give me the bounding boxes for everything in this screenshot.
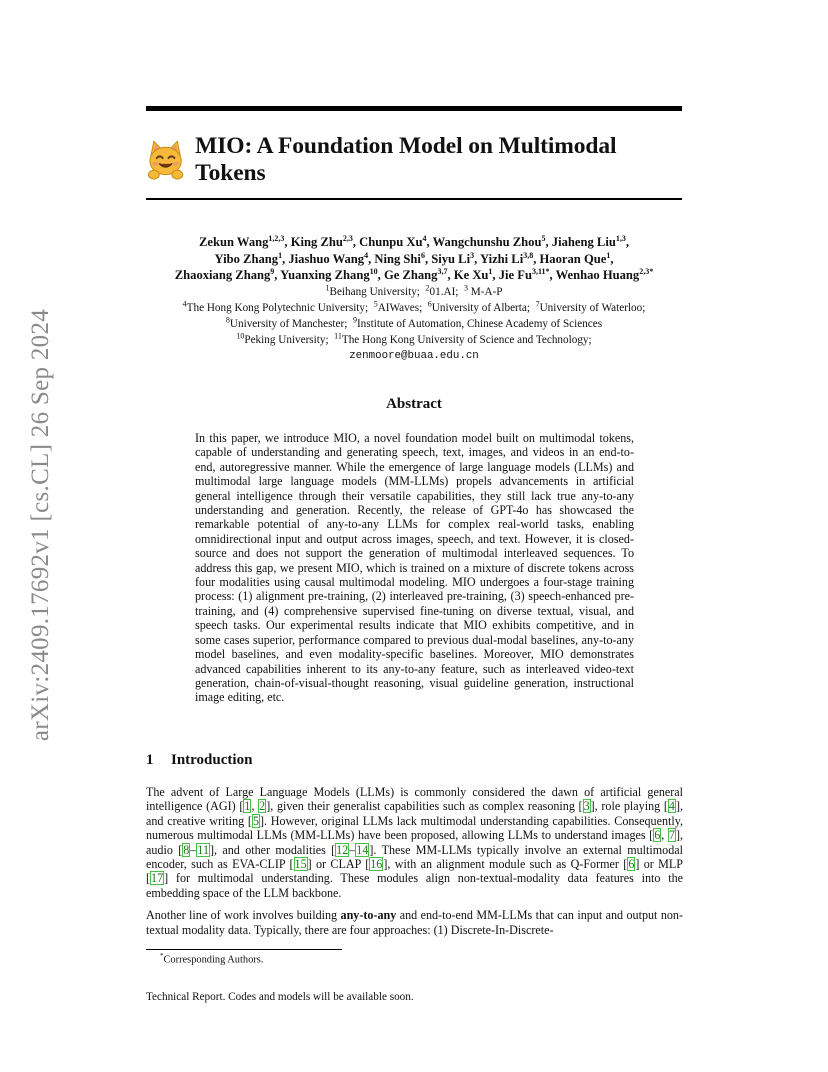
footnote — [160, 952, 263, 965]
author-name: Yizhi Li$^{3,8}$ — [479, 250, 534, 266]
emphasis-text: any-to-any — [340, 908, 397, 923]
footnote-rule — [146, 949, 342, 950]
footnote-mark: * — [160, 952, 164, 960]
citation-link[interactable]: 6 — [628, 857, 635, 872]
title-rule-top — [146, 106, 682, 111]
affiliation-line: $^4$The Hong Kong Polytechnic University; $^5$AIWaves; $^6$University of Alberta; $^7$University of Waterloo; — [182, 298, 646, 314]
author-name: Wangchunshu Zhou$^5$ — [432, 233, 546, 249]
author-name: Ge Zhang$^{3,7}$ — [383, 266, 448, 282]
author-name: Chunpu Xu$^4$ — [359, 233, 427, 249]
introduction-body — [146, 785, 683, 945]
citation-link[interactable]: 6 — [654, 828, 661, 843]
author-name: Zhaoxiang Zhang$^9$ — [174, 266, 275, 282]
author-name: Siyu Li$^3$ — [431, 250, 475, 266]
author-name: Jie $Fu^{3,11*}$ — [498, 266, 550, 282]
author-list: Zekun Wang$^{1,2,3}$, King Zhu$^{2,3}$, Chunpu Xu$^4$, Wangchunshu Zhou$^5$, Jiaheng Liu$^{1,3}$, Yibo Zhang$^1$, Jiashuo Wang$^4$, Ning Shi$^6$, Siyu Li$^3$, Yizhi Li$^{3,8}$, Haoran Que$^1$, Zhaoxiang Zhang$^9$, Yuanxing Zhang$^{10}$, Ge Zhang$^{3,7}$, Ke Xu$^1$, Jie $Fu^{3,11*}$, Wenhao Huang$^{2,3*}$ — [174, 233, 654, 282]
arxiv-identifier-text: arXiv:2409.17692v1 [cs.CL] 26 Sep 2024 — [27, 308, 55, 742]
citation-link[interactable]: 14 — [356, 842, 369, 857]
affiliation-line: $^{10}$Peking University; $^{11}$The Hong Kong University of Science and Technology; — [236, 330, 592, 346]
paper-title: MIO: A Foundation Model on Multimodal Tokens — [195, 133, 617, 186]
citation-link[interactable]: 7 — [668, 828, 675, 843]
abstract-heading: Abstract — [386, 396, 442, 412]
citation-link[interactable]: 17 — [151, 871, 164, 886]
citation-link[interactable]: 5 — [252, 813, 259, 828]
abstract-body: In this paper, we introduce MIO, a novel foundation model built on multimodal tokens, capable of understanding and generating speech, text, images, and videos in an end-to-end, autoregressive manner. While the emergence of large language models (LLMs) and multimodal large language models (MM-LLMs) propels advancements in artificial general intelligence through their versatile capabilities, they still lack true any-to-any understanding and generation. Recently, the release of GPT-4o has showcased the remarkable potential of any-to-any LLMs for complex real-world tasks, enabling omnidirectional input and output across images, speech, and text. However, it is closed-source and does not support the generation of multimodal interleaved sequences. To address this gap, we present MIO, which is trained on a mixture of discrete tokens across four modalities using causal multimodal modeling. MIO undergoes a four-stage training process: (1) alignment pre-training, (2) interleaved pre-training, (3) speech-enhanced pre-training, and (4) comprehensive supervised fine-tuning on diverse textual, visual, and speech tasks. Our experimental results indicate that MIO exhibits competitive, and in some cases superior, performance compared to previous dual-modal baselines, any-to-any model baselines, and even modality-specific baselines. Moreover, MIO demonstrates advanced capabilities inherent to its any-to-any feature, such as interleaved video-text generation, chain-of-visual-thought reasoning, visual guideline generation, instructional image editing, etc. — [195, 431, 634, 705]
paragraph: Another line of work involves building any-to-any and end-to-end MM-LLMs that can input and output non-textual modality data. Typically, there are four approaches: (1) Discrete-In-Discrete- — [146, 908, 683, 937]
author-name: Wenhao Huang$^{2,3*}$ — [555, 266, 654, 282]
citation-link[interactable]: 4 — [668, 799, 675, 814]
title-block — [146, 128, 682, 192]
title-rule-bottom — [146, 198, 682, 200]
citation-link[interactable]: 1 — [244, 799, 251, 814]
author-name: Ning Shi$^6$ — [374, 250, 425, 266]
citation-link[interactable]: 12 — [336, 842, 349, 857]
author-name: Zekun Wang$^{1,2,3}$ — [199, 233, 285, 249]
author-name: Haoran Que$^1$ — [539, 250, 611, 266]
section-title: Introduction — [171, 752, 253, 768]
citation-link[interactable]: 15 — [294, 857, 307, 872]
citation-link[interactable]: 16 — [370, 857, 383, 872]
author-name: King Zhu$^{2,3}$ — [290, 233, 353, 249]
author-name: Jiaheng Liu$^{1,3}$ — [551, 233, 626, 249]
paragraph: The advent of Large Language Models (LLMs) is commonly considered the dawn of artificial general intelligence (AGI) [1, 2], given their generalist capabilities such as complex reasoning [3], role playing [4], and creative writing [5]. However, original LLMs lack multimodal understanding capabilities. Consequently, numerous multimodal LLMs (MM-LLMs) have been proposed, allowing LLMs to understand images [6, 7], audio [8–11], and other modalities [12–14]. These MM-LLMs typically involve an external multimodal encoder, such as EVA-CLIP [15] or CLAP [16], with an alignment module such as Q-Former [6] or MLP [17] for multimodal understanding. These modules align non-textual-modality data features into the embedding space of the LLM backbone. — [146, 785, 684, 900]
citation-link[interactable]: 11 — [197, 842, 209, 857]
author-name: Ke Xu$^1$ — [453, 266, 493, 282]
author-name: Jiashuo Wang$^4$ — [288, 250, 369, 266]
author-name: Yuanxing Zhang$^{10}$ — [280, 266, 378, 282]
contact-email: zenmoore@buaa.edu.cn — [349, 349, 479, 362]
page-footer-note: Technical Report. Codes and models will be available soon. — [146, 991, 414, 1003]
author-block — [146, 234, 682, 364]
citation-link[interactable]: 3 — [583, 799, 590, 814]
citation-link[interactable]: 2 — [259, 799, 266, 814]
citation-link[interactable]: 8 — [183, 842, 190, 857]
author-name: Yibo Zhang$^1$ — [214, 250, 283, 266]
smiling-cat-logo-icon — [146, 139, 185, 181]
section-number: 1 — [146, 752, 154, 768]
section-heading-introduction — [146, 752, 252, 769]
affiliation-line: $^1$Beihang University; $^2$01.AI; $^3$ M-A-P — [325, 282, 503, 298]
arxiv-identifier-stamp — [22, 290, 60, 760]
affiliation-line: $^8$University of Manchester; $^9$Institute of Automation, Chinese Academy of Sciences — [225, 314, 603, 330]
footnote-text: Corresponding Authors. — [163, 954, 264, 966]
